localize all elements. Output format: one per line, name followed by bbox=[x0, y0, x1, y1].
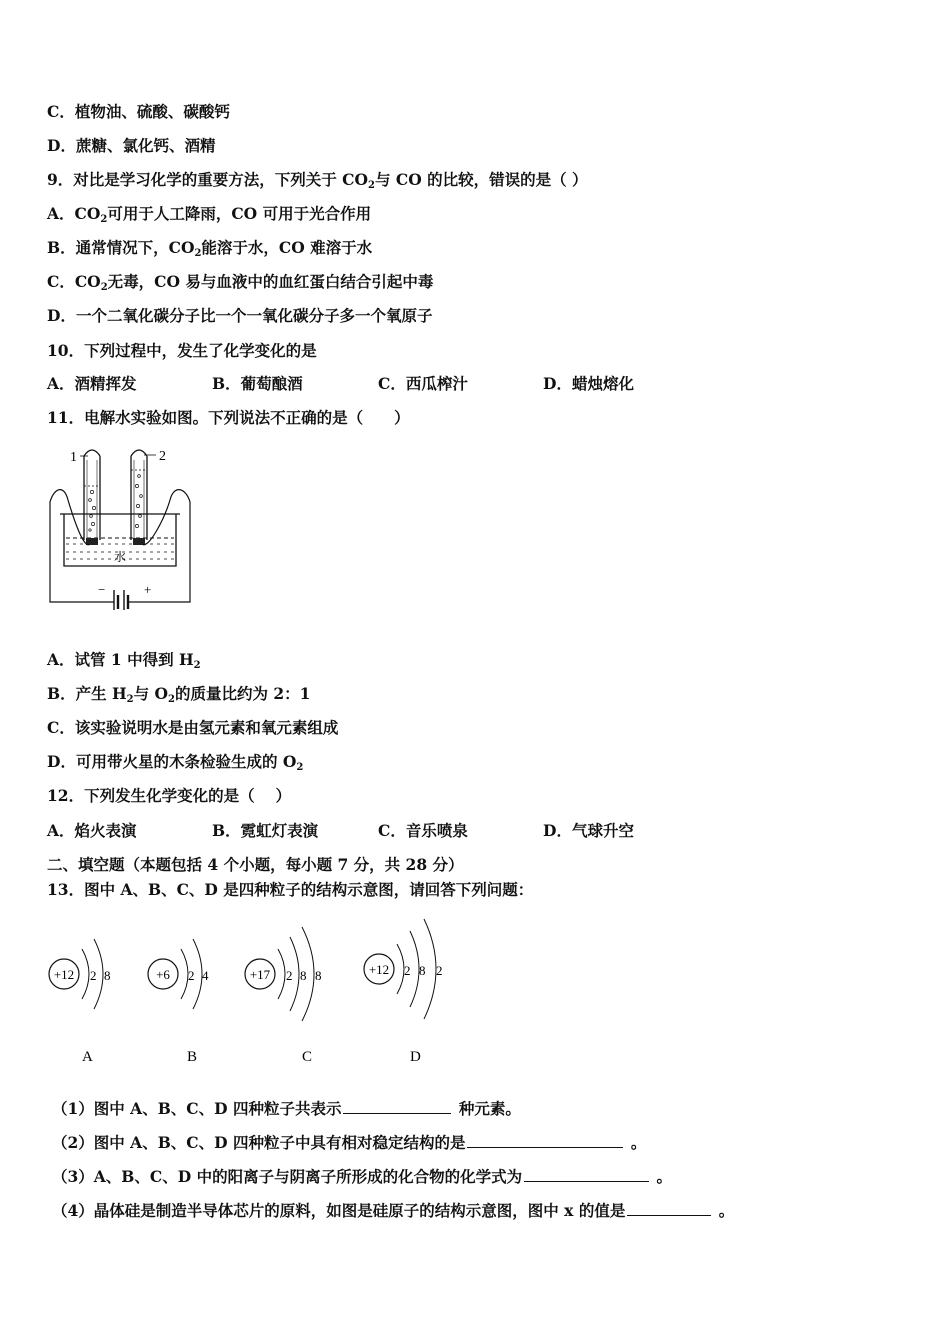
minus-sign: − bbox=[98, 582, 106, 597]
q13-sub3: （3）A、B、C、D 中的阳离子与阴离子所形成的化合物的化学式为 。 bbox=[52, 1167, 673, 1186]
q11-stem: 11．电解水实验如图。下列说法不正确的是（ ） bbox=[47, 408, 410, 427]
svg-text:2: 2 bbox=[436, 963, 443, 978]
q11-option-c: C．该实验说明水是由氢元素和氧元素组成 bbox=[47, 718, 339, 737]
svg-text:+6: +6 bbox=[156, 967, 170, 982]
q8-option-c: C．植物油、硫酸、碳酸钙 bbox=[47, 102, 230, 121]
atom-a-label: A bbox=[82, 1049, 93, 1065]
q12-stem: 12．下列发生化学变化的是（ ） bbox=[47, 786, 291, 805]
atom-b-label: B bbox=[187, 1049, 198, 1065]
atom-c-label: C bbox=[302, 1049, 313, 1065]
q12-option-a: A．焰火表演 bbox=[47, 821, 137, 840]
svg-text:8: 8 bbox=[419, 963, 426, 978]
svg-text:+12: +12 bbox=[53, 967, 75, 982]
q11-option-a: A．试管 1 中得到 $H_2$ bbox=[47, 650, 201, 671]
electrolysis-diagram bbox=[44, 440, 204, 610]
q13-sub4-blank[interactable] bbox=[627, 1200, 711, 1216]
q8-option-d: D．蔗糖、氯化钙、酒精 bbox=[47, 136, 216, 155]
svg-text:+17: +17 bbox=[249, 967, 271, 982]
q11-option-d: D．可用带火星的木条检验生成的 $O_2$ bbox=[47, 752, 304, 773]
q9-stem: 9．对比是学习化学的重要方法，下列关于 $CO_2$与 CO 的比较，错误的是（ ） bbox=[47, 170, 588, 191]
atom-d bbox=[364, 919, 443, 1065]
q13-sub4: （4）晶体硅是制造半导体芯片的原料，如图是硅原子的结构示意图，图中 x 的值是 。 bbox=[52, 1201, 735, 1220]
q9-option-a: A．$CO_2$可用于人工降雨，CO 可用于光合作用 bbox=[47, 204, 372, 225]
section-heading: 二、填空题（本题包括 4 个小题，每小题 7 分，共 28 分） bbox=[47, 855, 464, 874]
atom-c bbox=[245, 927, 322, 1065]
atom-structure-diagrams bbox=[44, 915, 464, 1075]
q10-option-a: A．酒精挥发 bbox=[47, 374, 137, 393]
svg-text:8: 8 bbox=[315, 968, 322, 983]
water-label: 水 bbox=[114, 550, 127, 564]
q10-option-b: B．葡萄酿酒 bbox=[212, 374, 303, 393]
q10-option-d: D．蜡烛熔化 bbox=[543, 374, 634, 393]
q13-sub1-blank[interactable] bbox=[343, 1098, 451, 1114]
svg-text:8: 8 bbox=[300, 968, 307, 983]
svg-text:2: 2 bbox=[404, 963, 411, 978]
svg-text:+12: +12 bbox=[368, 962, 390, 977]
svg-text:8: 8 bbox=[104, 968, 111, 983]
svg-text:2: 2 bbox=[286, 968, 293, 983]
q9-option-c: C．$CO_2$无毒，CO 易与血液中的血红蛋白结合引起中毒 bbox=[47, 272, 434, 293]
plus-sign: + bbox=[144, 582, 152, 597]
svg-text:4: 4 bbox=[202, 968, 209, 983]
q12-option-c: C．音乐喷泉 bbox=[378, 821, 468, 840]
q13-stem: 13．图中 A、B、C、D 是四种粒子的结构示意图，请回答下列问题： bbox=[47, 880, 534, 899]
tube2-label: 2 bbox=[159, 449, 166, 464]
q12-option-d: D．气球升空 bbox=[543, 821, 634, 840]
q13-sub2: （2）图中 A、B、C、D 四种粒子中具有相对稳定结构的是 。 bbox=[52, 1133, 647, 1152]
q10-option-c: C．西瓜榨汁 bbox=[378, 374, 468, 393]
svg-text:2: 2 bbox=[188, 968, 195, 983]
q10-stem: 10．下列过程中，发生了化学变化的是 bbox=[47, 341, 317, 360]
q12-option-b: B．霓虹灯表演 bbox=[212, 821, 319, 840]
q9-option-d: D．一个二氧化碳分子比一个一氧化碳分子多一个氧原子 bbox=[47, 306, 433, 325]
q9-option-b: B．通常情况下，$CO_2$能溶于水，CO 难溶于水 bbox=[47, 238, 373, 259]
q13-sub2-blank[interactable] bbox=[467, 1132, 623, 1148]
q13-sub1: （1）图中 A、B、C、D 四种粒子共表示 种元素。 bbox=[52, 1099, 521, 1118]
atom-d-label: D bbox=[410, 1049, 421, 1065]
atom-a bbox=[49, 939, 111, 1065]
svg-text:2: 2 bbox=[90, 968, 97, 983]
atom-b bbox=[148, 939, 209, 1065]
q13-sub3-blank[interactable] bbox=[524, 1166, 649, 1182]
tube1-label: 1 bbox=[70, 450, 77, 465]
q11-option-b: B．产生 $H_2$与 $O_2$的质量比约为 2：1 bbox=[47, 684, 311, 705]
